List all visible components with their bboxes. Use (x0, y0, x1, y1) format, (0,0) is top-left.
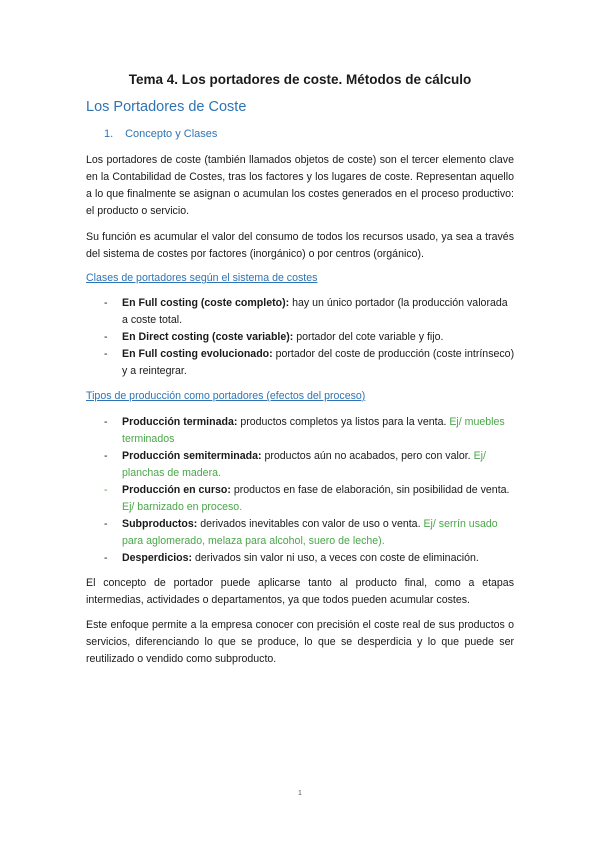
tipos-list (86, 414, 516, 567)
bullet-dash: - (104, 450, 108, 462)
bullet-dash: - (104, 552, 108, 564)
item-text: portador del cote variable y fijo. (293, 331, 444, 343)
item-text: derivados inevitables con valor de uso o venta. (197, 518, 424, 530)
list-item (86, 346, 516, 380)
item-text: derivados sin valor ni uso, a veces con coste de eliminación. (192, 552, 479, 564)
subsection-number: 1. (104, 128, 114, 140)
item-text: productos aún no acabados, pero con valor. (261, 450, 474, 462)
bullet-dash: - (104, 484, 108, 496)
bullet-dash: - (104, 416, 108, 428)
list-item (86, 414, 516, 448)
list-item (86, 448, 516, 482)
bullet-dash: - (104, 297, 108, 309)
tipos-heading: Tipos de producción como portadores (efectos del proceso) (86, 390, 366, 402)
subsection-heading (104, 128, 217, 140)
item-example: Ej/ serrín usado para aglomerado, melaza para alcohol, suero de leche). (122, 518, 498, 547)
clases-heading: Clases de portadores según el sistema de costes (86, 272, 318, 284)
item-example: Ej/ planchas de madera. (122, 450, 486, 479)
list-item (86, 516, 516, 550)
item-term: Desperdicios: (122, 552, 193, 564)
paragraph-concept: El concepto de portador puede aplicarse tanto al producto final, como a etapas intermedias, actividades o departamentos, ya que todos pueden acumular costes. (86, 577, 514, 606)
item-text: productos en fase de elaboración, sin posibilidad de venta. (230, 484, 510, 496)
list-item (86, 295, 516, 329)
document-title: Tema 4. Los portadores de coste. Métodos de cálculo (128, 72, 472, 87)
item-term: Producción semiterminada: (122, 450, 262, 462)
item-example: Ej/ barnizado en proceso. (122, 501, 243, 513)
item-term: En Full costing evolucionado: (122, 348, 273, 360)
section-heading: Los Portadores de Coste (86, 99, 247, 115)
list-item (86, 550, 516, 567)
item-example: Ej/ muebles terminados (122, 416, 505, 445)
paragraph-function: Su función es acumular el valor del consumo de todos los recursos usado, ya sea a través del sistema de costes por factores (inorgánico) o por centros (orgánico). (86, 231, 514, 260)
item-text: portador del coste de producción (coste intrínseco) y a reintegrar. (122, 348, 515, 377)
clases-list (86, 295, 516, 380)
item-term: Producción terminada: (122, 416, 238, 428)
subsection-label: Concepto y Clases (125, 128, 218, 140)
paragraph-approach: Este enfoque permite a la empresa conocer con precisión el coste real de sus productos o servicios, diferenciando lo que se produce, lo que se desperdicia y lo que puede ser reutilizado o vendido como subproducto. (86, 619, 514, 665)
bullet-dash: - (104, 331, 108, 343)
paragraph-intro: Los portadores de coste (también llamados objetos de coste) son el tercer elemento clave en la Contabilidad de Costes, tras los factores y los lugares de coste. Representan aquello a lo que finalmente se asignan o acumulan los costes generados en el proceso productivo: el producto o servicio. (86, 154, 514, 217)
page-number: 1 (298, 790, 302, 797)
item-term: En Direct costing (coste variable): (122, 331, 294, 343)
list-item (86, 329, 516, 346)
list-item (86, 482, 516, 516)
item-term: En Full costing (coste completo): (122, 297, 290, 309)
item-term: Producción en curso: (122, 484, 231, 496)
bullet-dash: - (104, 518, 108, 530)
item-text: hay un único portador (la producción valorada a coste total. (122, 297, 508, 326)
item-text: productos completos ya listos para la venta. (237, 416, 450, 428)
bullet-dash: - (104, 348, 108, 360)
item-term: Subproductos: (122, 518, 198, 530)
